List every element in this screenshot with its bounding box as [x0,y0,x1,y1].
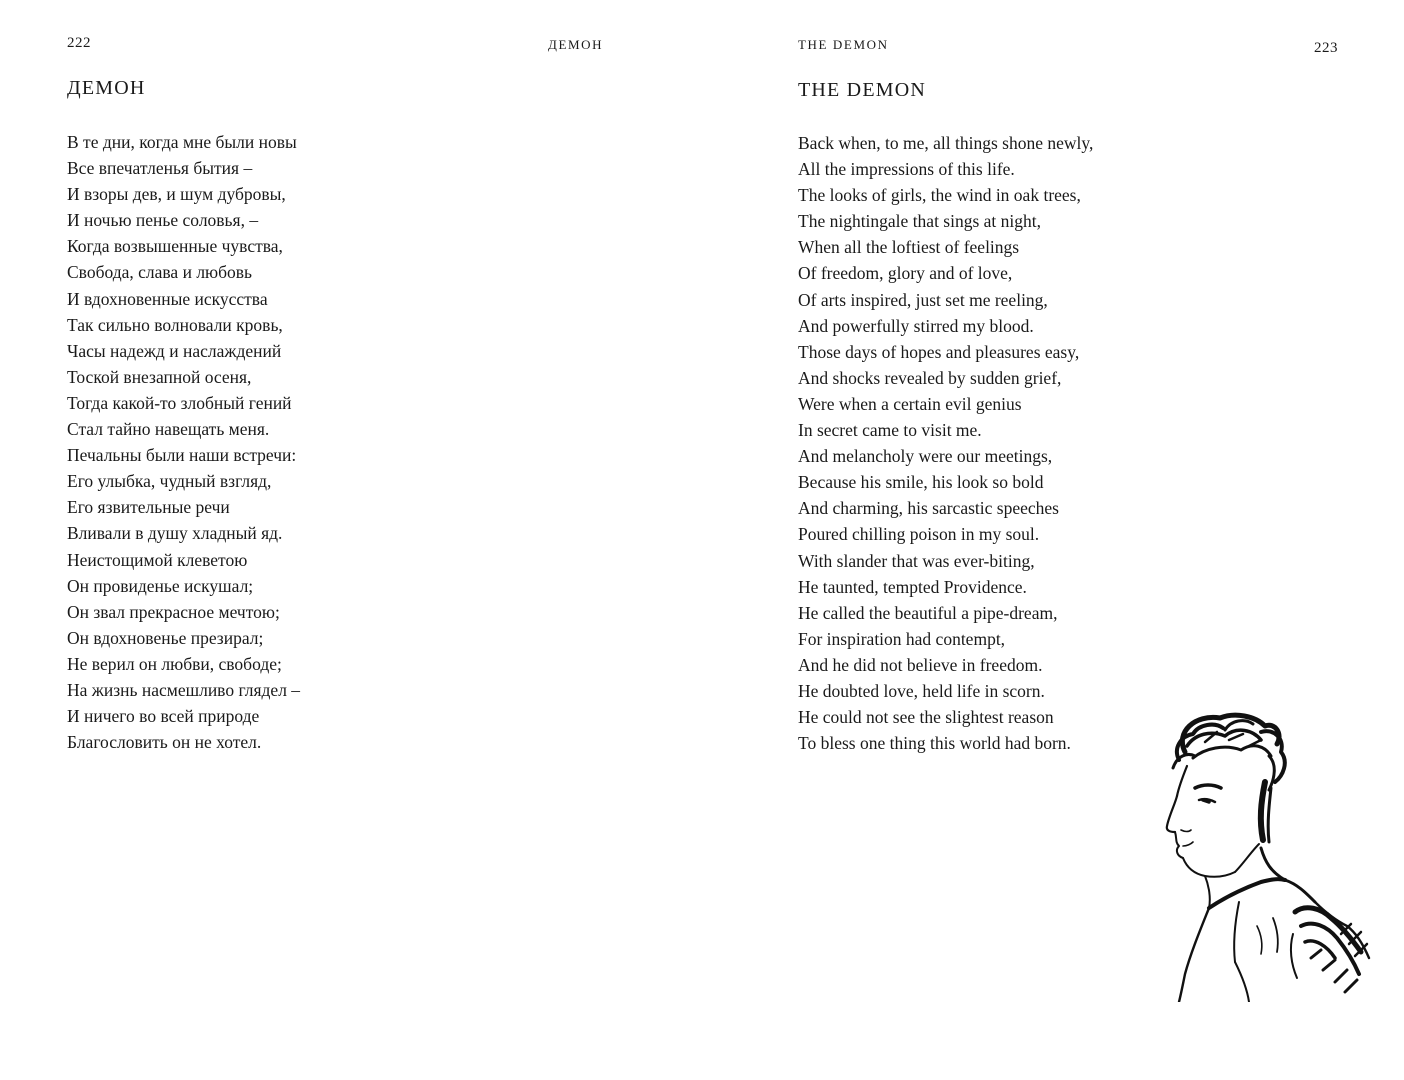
poem-line: The nightingale that sings at night, [798,211,1042,232]
poem-line: Все впечатленья бытия – [67,158,253,179]
poem-line: Вливали в душу хладный яд. [67,523,283,544]
portrait-sketch-icon [1165,712,1373,1002]
poem-line: Печальны были наши встречи: [67,445,297,466]
poem-line: To bless one thing this world had born. [798,733,1071,754]
poem-line: На жизнь насмешливо глядел – [67,679,301,700]
poem-line: Тогда какой-то злобный гений [67,392,292,413]
poem-line: Poured chilling poison in my soul. [798,524,1040,545]
poem-line: And powerfully stirred my blood. [798,315,1034,336]
running-head-left: ДЕМОН [548,37,604,52]
poem-line: Его улыбка, чудный взгляд, [67,471,272,492]
poem-line: And charming, his sarcastic speeches [798,498,1059,519]
poem-line: В те дни, когда мне были новы [67,132,297,152]
poem-title-russian: ДЕМОН [67,77,146,99]
poem-line: Свобода, слава и любовь [67,262,253,283]
poem-line: Стал тайно навещать меня. [67,419,270,440]
poem-line: Когда возвышенные чувства, [67,236,283,257]
running-head-right: THE DEMON [798,37,889,52]
poem-line: Благословить он не хотел. [67,732,262,753]
poem-title-english: THE DEMON [798,79,927,101]
poem-line: И ничего во всей природе [67,706,260,727]
poem-line: And melancholy were our meetings, [798,446,1053,467]
poem-line: With slander that was ever-biting, [798,550,1035,571]
poem-line: The looks of girls, the wind in oak trees, [798,185,1081,206]
poem-line: And shocks revealed by sudden grief, [798,367,1062,388]
poem-line: Часы надежд и наслаждений [67,340,282,361]
poem-line: Because his smile, his look so bold [798,472,1044,493]
poem-line: When all the loftiest of feelings [798,237,1020,258]
poem-line: И взоры дев, и шум дубровы, [67,184,286,205]
poem-line: Он вдохновенье презирал; [67,627,264,648]
poem-line: He taunted, tempted Providence. [798,576,1027,597]
poem-line: Back when, to me, all things shone newly, [798,133,1094,153]
poem-text-russian [67,129,300,755]
poem-line: Он провиденье искушал; [67,575,254,596]
poem-line: Не верил он любви, свободе; [67,653,282,674]
poem-line: Those days of hopes and pleasures easy, [798,341,1080,362]
poem-line: For inspiration had contempt, [798,628,1006,649]
page-number-right: 223 [1314,40,1338,56]
poem-line: He could not see the slightest reason [798,707,1054,728]
poem-line: Were when a certain evil genius [798,393,1022,414]
poem-line: Так сильно волновали кровь, [67,314,283,335]
poem-line: Его язвительные речи [67,497,230,518]
poem-line: Неистощимой клеветою [67,549,248,570]
poem-line: He doubted love, held life in scorn. [798,680,1045,701]
poem-line: He called the beautiful a pipe-dream, [798,602,1058,623]
poem-line: All the impressions of this life. [798,159,1015,180]
page-number-left: 222 [67,35,91,51]
poem-line: И ночью пенье соловья, – [67,210,259,231]
poem-line: And he did not believe in freedom. [798,654,1043,675]
poem-line: Of arts inspired, just set me reeling, [798,289,1048,310]
poem-line: In secret came to visit me. [798,420,982,441]
poem-line: Of freedom, glory and of love, [798,263,1013,284]
poem-line: Он звал прекрасное мечтою; [67,601,280,622]
poem-line: И вдохновенные искусства [67,288,268,309]
poem-text-english [798,130,1093,756]
poem-line: Тоской внезапной осеня, [67,366,252,387]
